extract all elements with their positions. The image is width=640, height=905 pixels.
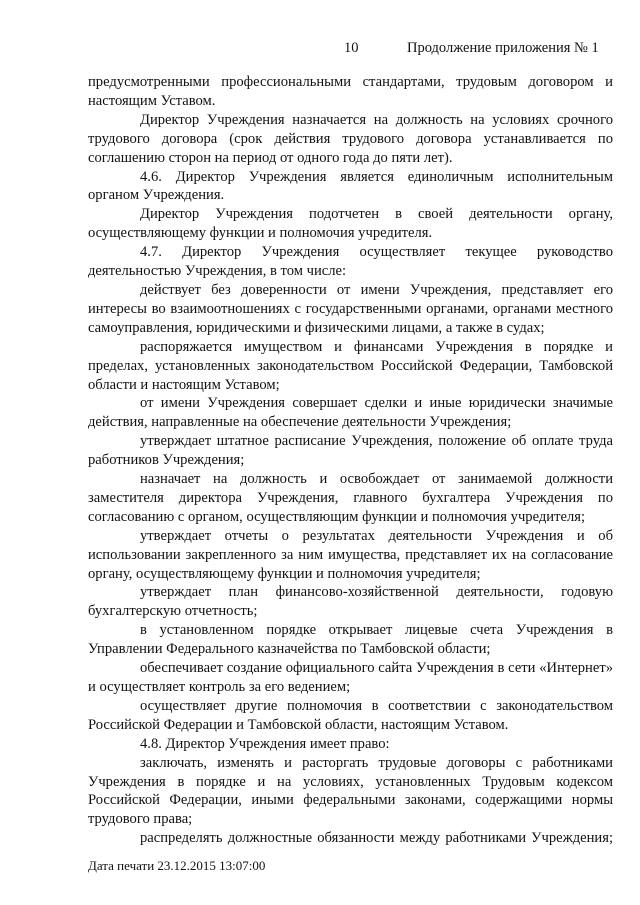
paragraph: Директор Учреждения подотчетен в своей деятельности органу, осуществляющему функции и полномочия учредителя.: [88, 206, 613, 242]
paragraph: распоряжается имуществом и финансами Учреждения в порядке и пределах, установленных законодательством Российской Федерации, Тамбовской области и настоящим Уставом;: [88, 338, 613, 393]
paragraph: 4.7. Директор Учреждения осуществляет текущее руководство деятельностью Учреждения, в том числе:: [88, 244, 613, 280]
paragraph: предусмотренными профессиональными стандартами, трудовым договором и настоящим Уставом.: [88, 74, 613, 109]
paragraph: действует без доверенности от имени Учреждения, представляет его интересы во взаимоотношениях с государственными органами, органами местного самоуправления, юридическими и физическими лицами, а также в судах;: [88, 281, 613, 336]
paragraph: заключать, изменять и расторгать трудовые договоры с работниками Учреждения в порядке и на условиях, установленных Трудовым кодексом Российской Федерации, иными федеральными законами, содержащими нормы трудового права;: [88, 754, 613, 828]
paragraph: утверждает план финансово-хозяйственной деятельности, годовую бухгалтерскую отчетность;: [88, 584, 613, 620]
paragraph: утверждает отчеты о результатах деятельности Учреждения и об использовании закрепленного за ним имущества, представляет их на согласование органу, осуществляющему функции и полномочия учредителя;: [88, 527, 613, 582]
appendix-label: Продолжение приложения № 1: [407, 40, 599, 56]
paragraph: 4.6. Директор Учреждения является единоличным исполнительным органом Учреждения.: [88, 168, 613, 204]
paragraph: назначает на должность и освобождает от занимаемой должности заместителя директора Учреждения, главного бухгалтера Учреждения по согласованию с органом, осуществляющим функции и полномочия учредителя;: [88, 471, 613, 525]
document-body: [88, 73, 613, 848]
paragraph: Директор Учреждения назначается на должность на условиях срочного трудового договора (срок действия трудового договора устанавливается по соглашению сторон на период от одного года до пяти лет).: [88, 111, 613, 166]
paragraph: распределять должностные обязанности между работниками Учреждения;: [140, 830, 613, 847]
print-date: Дата печати 23.12.2015 13:07:00: [88, 858, 266, 873]
page-header: [0, 40, 640, 60]
paragraph: утверждает штатное расписание Учреждения, положение об оплате труда работников Учреждения;: [88, 433, 613, 469]
paragraph: осуществляет другие полномочия в соответствии с законодательством Российской Федерации и Тамбовской области, настоящим Уставом.: [88, 697, 613, 733]
paragraph: в установленном порядке открывает лицевые счета Учреждения в Управлении Федерального казначейства по Тамбовской области;: [88, 622, 613, 658]
paragraph: от имени Учреждения совершает сделки и иные юридически значимые действия, направленные на обеспечение деятельности Учреждения;: [88, 395, 613, 431]
page-number: 10: [344, 40, 359, 56]
paragraph: обеспечивает создание официального сайта Учреждения в сети «Интернет» и осуществляет контроль за его ведением;: [88, 660, 613, 695]
paragraph: 4.8. Директор Учреждения имеет право:: [140, 735, 390, 752]
